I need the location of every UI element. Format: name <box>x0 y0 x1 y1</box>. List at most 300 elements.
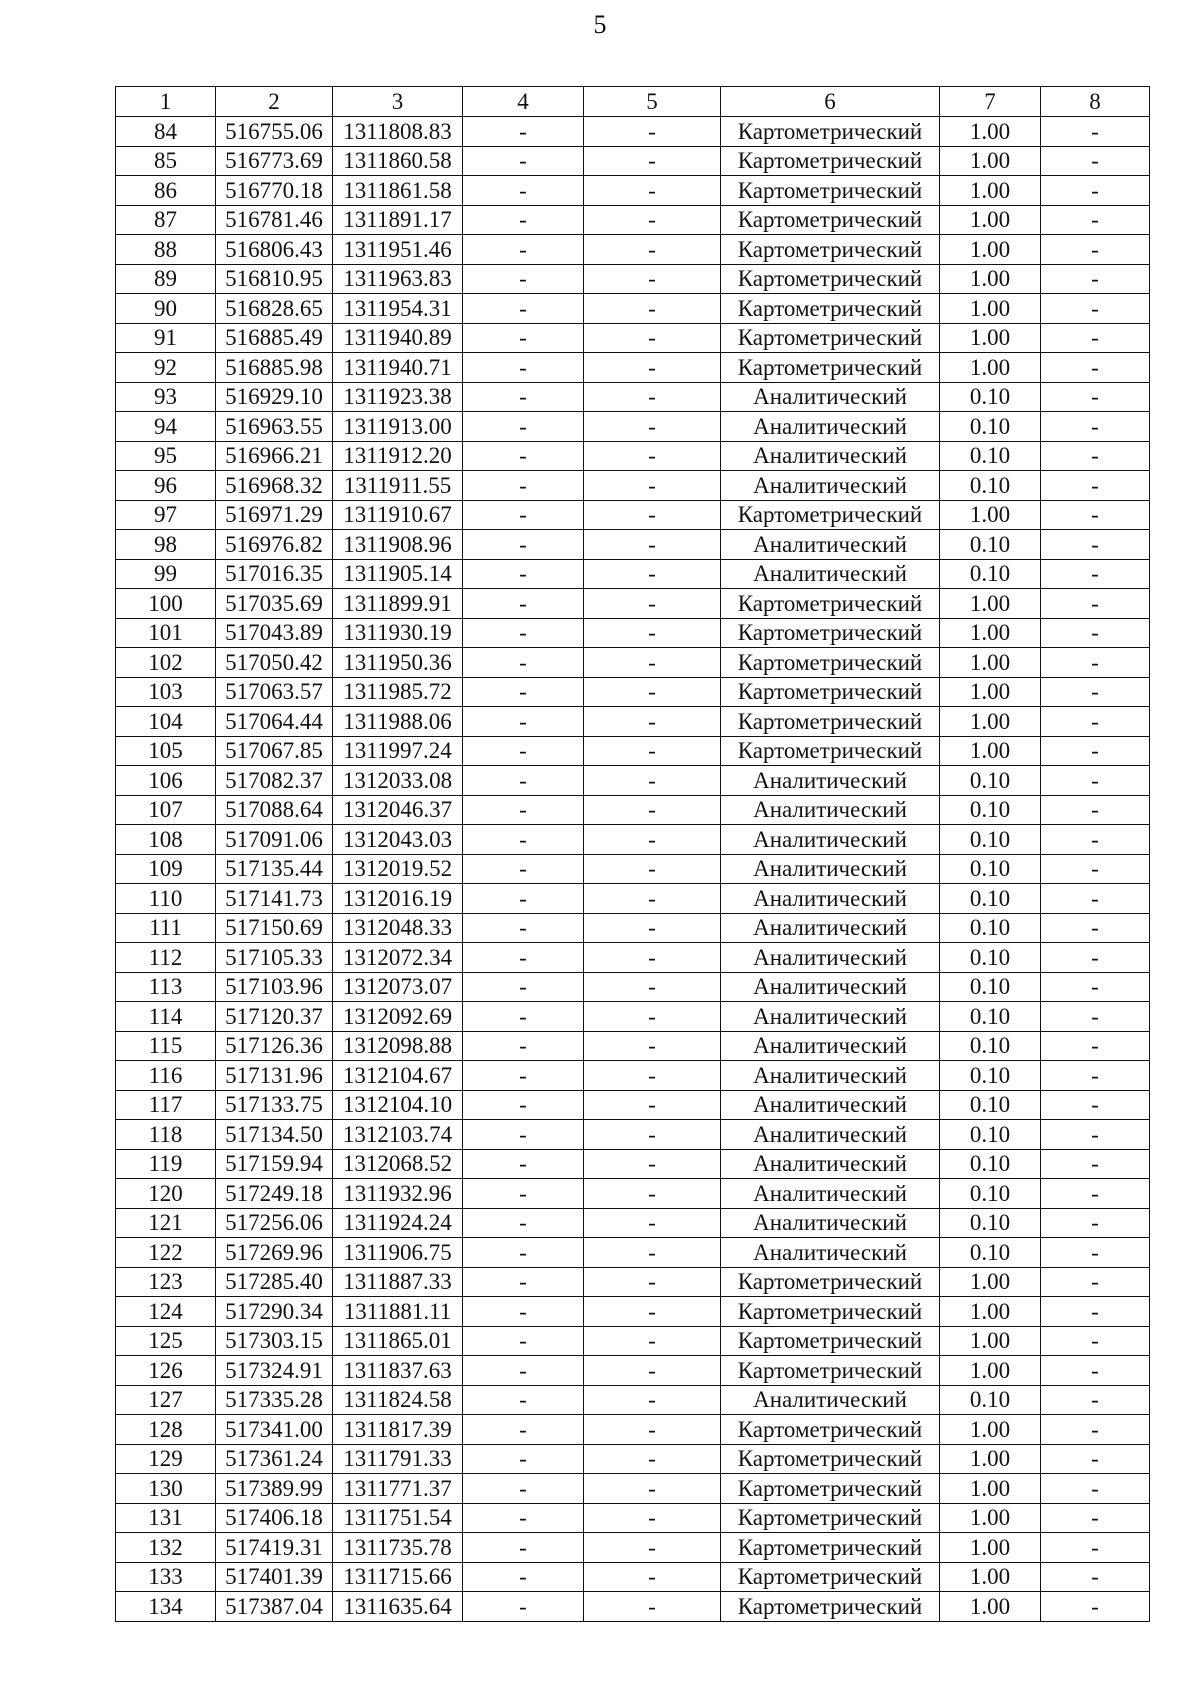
cell-coord-y: 1311635.64 <box>333 1592 463 1622</box>
table-row <box>116 530 1150 560</box>
table-row <box>116 1474 1150 1504</box>
cell-point-number: 129 <box>116 1444 216 1474</box>
cell-coord-x: 517285.40 <box>216 1267 333 1297</box>
table-row <box>116 382 1150 412</box>
table-row <box>116 146 1150 176</box>
cell-col-4: - <box>463 1533 584 1563</box>
cell-col-8: - <box>1041 1385 1150 1415</box>
cell-method: Картометрический <box>721 294 940 324</box>
cell-point-number: 113 <box>116 972 216 1002</box>
cell-precision: 0.10 <box>940 1238 1041 1268</box>
column-header-7: 7 <box>940 87 1041 117</box>
cell-method: Картометрический <box>721 1415 940 1445</box>
cell-method: Картометрический <box>721 648 940 678</box>
cell-coord-x: 517134.50 <box>216 1120 333 1150</box>
cell-method: Аналитический <box>721 913 940 943</box>
cell-method: Картометрический <box>721 1562 940 1592</box>
column-header-5: 5 <box>584 87 721 117</box>
cell-coord-x: 517303.15 <box>216 1326 333 1356</box>
table-row <box>116 972 1150 1002</box>
cell-method: Аналитический <box>721 530 940 560</box>
cell-point-number: 86 <box>116 176 216 206</box>
cell-method: Картометрический <box>721 1356 940 1386</box>
cell-precision: 1.00 <box>940 707 1041 737</box>
cell-precision: 1.00 <box>940 205 1041 235</box>
cell-col-8: - <box>1041 1120 1150 1150</box>
cell-coord-y: 1311887.33 <box>333 1267 463 1297</box>
cell-method: Аналитический <box>721 1061 940 1091</box>
table-row <box>116 1149 1150 1179</box>
cell-coord-y: 1311950.36 <box>333 648 463 678</box>
cell-coord-x: 516963.55 <box>216 412 333 442</box>
cell-point-number: 84 <box>116 117 216 147</box>
cell-precision: 0.10 <box>940 1149 1041 1179</box>
cell-col-4: - <box>463 1297 584 1327</box>
cell-precision: 1.00 <box>940 736 1041 766</box>
cell-coord-x: 517335.28 <box>216 1385 333 1415</box>
table-row <box>116 1415 1150 1445</box>
cell-col-5: - <box>584 913 721 943</box>
cell-coord-y: 1311905.14 <box>333 559 463 589</box>
cell-point-number: 90 <box>116 294 216 324</box>
cell-coord-x: 517290.34 <box>216 1297 333 1327</box>
cell-coord-y: 1311997.24 <box>333 736 463 766</box>
cell-method: Картометрический <box>721 1444 940 1474</box>
cell-precision: 1.00 <box>940 677 1041 707</box>
cell-col-5: - <box>584 294 721 324</box>
cell-point-number: 93 <box>116 382 216 412</box>
table-row <box>116 1061 1150 1091</box>
table-row <box>116 1326 1150 1356</box>
cell-col-5: - <box>584 825 721 855</box>
cell-method: Аналитический <box>721 825 940 855</box>
cell-coord-y: 1311940.89 <box>333 323 463 353</box>
table-row <box>116 884 1150 914</box>
table-row <box>116 1533 1150 1563</box>
cell-col-4: - <box>463 353 584 383</box>
cell-precision: 1.00 <box>940 353 1041 383</box>
table-row <box>116 1444 1150 1474</box>
cell-method: Картометрический <box>721 736 940 766</box>
cell-col-8: - <box>1041 1533 1150 1563</box>
cell-col-8: - <box>1041 500 1150 530</box>
table-row <box>116 618 1150 648</box>
cell-col-4: - <box>463 235 584 265</box>
coordinates-table <box>115 86 1150 1622</box>
table-row <box>116 235 1150 265</box>
cell-method: Аналитический <box>721 471 940 501</box>
cell-coord-x: 517361.24 <box>216 1444 333 1474</box>
cell-point-number: 101 <box>116 618 216 648</box>
cell-col-8: - <box>1041 412 1150 442</box>
cell-point-number: 126 <box>116 1356 216 1386</box>
cell-col-8: - <box>1041 913 1150 943</box>
cell-coord-x: 517016.35 <box>216 559 333 589</box>
cell-point-number: 130 <box>116 1474 216 1504</box>
table-row <box>116 353 1150 383</box>
cell-point-number: 94 <box>116 412 216 442</box>
cell-col-5: - <box>584 1474 721 1504</box>
cell-col-8: - <box>1041 441 1150 471</box>
cell-col-4: - <box>463 736 584 766</box>
cell-point-number: 112 <box>116 943 216 973</box>
table-row <box>116 648 1150 678</box>
cell-col-4: - <box>463 441 584 471</box>
cell-col-5: - <box>584 146 721 176</box>
cell-point-number: 95 <box>116 441 216 471</box>
cell-coord-x: 516828.65 <box>216 294 333 324</box>
cell-method: Картометрический <box>721 117 940 147</box>
table-row <box>116 589 1150 619</box>
cell-coord-x: 517126.36 <box>216 1031 333 1061</box>
cell-coord-y: 1312103.74 <box>333 1120 463 1150</box>
cell-point-number: 124 <box>116 1297 216 1327</box>
cell-method: Аналитический <box>721 943 940 973</box>
cell-col-4: - <box>463 618 584 648</box>
cell-precision: 0.10 <box>940 825 1041 855</box>
cell-point-number: 100 <box>116 589 216 619</box>
cell-method: Картометрический <box>721 589 940 619</box>
cell-col-4: - <box>463 825 584 855</box>
cell-col-8: - <box>1041 884 1150 914</box>
cell-col-4: - <box>463 323 584 353</box>
cell-col-4: - <box>463 1061 584 1091</box>
cell-coord-x: 517088.64 <box>216 795 333 825</box>
cell-col-4: - <box>463 589 584 619</box>
cell-point-number: 111 <box>116 913 216 943</box>
table-row <box>116 1090 1150 1120</box>
cell-col-8: - <box>1041 1297 1150 1327</box>
cell-coord-y: 1311912.20 <box>333 441 463 471</box>
cell-point-number: 110 <box>116 884 216 914</box>
cell-col-8: - <box>1041 1444 1150 1474</box>
cell-coord-x: 517401.39 <box>216 1562 333 1592</box>
cell-col-8: - <box>1041 559 1150 589</box>
cell-col-8: - <box>1041 1562 1150 1592</box>
table-row <box>116 1356 1150 1386</box>
cell-precision: 0.10 <box>940 1120 1041 1150</box>
cell-col-5: - <box>584 736 721 766</box>
cell-coord-x: 516885.98 <box>216 353 333 383</box>
cell-col-5: - <box>584 648 721 678</box>
cell-coord-y: 1311817.39 <box>333 1415 463 1445</box>
cell-col-8: - <box>1041 1326 1150 1356</box>
cell-col-5: - <box>584 795 721 825</box>
table-row <box>116 943 1150 973</box>
cell-precision: 1.00 <box>940 1356 1041 1386</box>
cell-coord-y: 1311808.83 <box>333 117 463 147</box>
cell-col-4: - <box>463 412 584 442</box>
cell-col-4: - <box>463 1149 584 1179</box>
cell-method: Картометрический <box>721 707 940 737</box>
cell-point-number: 122 <box>116 1238 216 1268</box>
cell-point-number: 97 <box>116 500 216 530</box>
cell-method: Аналитический <box>721 382 940 412</box>
cell-point-number: 104 <box>116 707 216 737</box>
cell-col-4: - <box>463 1267 584 1297</box>
cell-coord-y: 1311930.19 <box>333 618 463 648</box>
cell-col-5: - <box>584 972 721 1002</box>
cell-point-number: 88 <box>116 235 216 265</box>
cell-col-4: - <box>463 176 584 206</box>
cell-coord-y: 1312043.03 <box>333 825 463 855</box>
cell-coord-x: 517324.91 <box>216 1356 333 1386</box>
cell-method: Картометрический <box>721 235 940 265</box>
cell-method: Аналитический <box>721 1179 940 1209</box>
cell-col-8: - <box>1041 176 1150 206</box>
cell-coord-y: 1311932.96 <box>333 1179 463 1209</box>
cell-precision: 1.00 <box>940 1503 1041 1533</box>
table-row <box>116 500 1150 530</box>
cell-coord-y: 1311824.58 <box>333 1385 463 1415</box>
table-row <box>116 707 1150 737</box>
table-row <box>116 1002 1150 1032</box>
cell-coord-y: 1312068.52 <box>333 1149 463 1179</box>
cell-precision: 1.00 <box>940 1562 1041 1592</box>
cell-method: Аналитический <box>721 766 940 796</box>
table-row <box>116 913 1150 943</box>
cell-col-4: - <box>463 1208 584 1238</box>
table-row <box>116 205 1150 235</box>
cell-coord-x: 517256.06 <box>216 1208 333 1238</box>
cell-coord-x: 516806.43 <box>216 235 333 265</box>
table-row <box>116 1208 1150 1238</box>
cell-col-5: - <box>584 500 721 530</box>
cell-coord-x: 516976.82 <box>216 530 333 560</box>
cell-precision: 1.00 <box>940 1592 1041 1622</box>
cell-col-8: - <box>1041 1090 1150 1120</box>
cell-col-5: - <box>584 1179 721 1209</box>
cell-col-8: - <box>1041 264 1150 294</box>
cell-coord-x: 517064.44 <box>216 707 333 737</box>
cell-coord-y: 1312072.34 <box>333 943 463 973</box>
cell-col-5: - <box>584 530 721 560</box>
cell-method: Картометрический <box>721 1326 940 1356</box>
cell-method: Аналитический <box>721 1385 940 1415</box>
cell-col-5: - <box>584 1415 721 1445</box>
cell-col-5: - <box>584 1208 721 1238</box>
cell-coord-x: 517063.57 <box>216 677 333 707</box>
cell-col-4: - <box>463 1031 584 1061</box>
column-header-4: 4 <box>463 87 584 117</box>
cell-col-4: - <box>463 1444 584 1474</box>
cell-method: Картометрический <box>721 1474 940 1504</box>
cell-col-4: - <box>463 795 584 825</box>
cell-col-8: - <box>1041 648 1150 678</box>
cell-point-number: 109 <box>116 854 216 884</box>
cell-point-number: 118 <box>116 1120 216 1150</box>
cell-col-4: - <box>463 1238 584 1268</box>
cell-point-number: 125 <box>116 1326 216 1356</box>
cell-col-8: - <box>1041 146 1150 176</box>
cell-col-8: - <box>1041 1208 1150 1238</box>
cell-coord-x: 517105.33 <box>216 943 333 973</box>
cell-coord-x: 517389.99 <box>216 1474 333 1504</box>
cell-precision: 1.00 <box>940 1267 1041 1297</box>
cell-precision: 0.10 <box>940 884 1041 914</box>
cell-method: Картометрический <box>721 500 940 530</box>
cell-coord-x: 517082.37 <box>216 766 333 796</box>
cell-col-8: - <box>1041 117 1150 147</box>
cell-col-5: - <box>584 1297 721 1327</box>
cell-coord-y: 1311837.63 <box>333 1356 463 1386</box>
cell-col-8: - <box>1041 1503 1150 1533</box>
cell-precision: 0.10 <box>940 471 1041 501</box>
cell-col-8: - <box>1041 1031 1150 1061</box>
cell-col-8: - <box>1041 795 1150 825</box>
cell-method: Аналитический <box>721 412 940 442</box>
column-header-1: 1 <box>116 87 216 117</box>
cell-col-5: - <box>584 618 721 648</box>
cell-precision: 1.00 <box>940 618 1041 648</box>
cell-col-5: - <box>584 1533 721 1563</box>
cell-method: Аналитический <box>721 1002 940 1032</box>
header-row <box>116 87 1150 117</box>
column-header-8: 8 <box>1041 87 1150 117</box>
cell-precision: 0.10 <box>940 1002 1041 1032</box>
cell-col-4: - <box>463 382 584 412</box>
cell-coord-y: 1312104.10 <box>333 1090 463 1120</box>
cell-method: Аналитический <box>721 1238 940 1268</box>
table-row <box>116 1238 1150 1268</box>
cell-coord-x: 517269.96 <box>216 1238 333 1268</box>
cell-col-4: - <box>463 559 584 589</box>
cell-precision: 0.10 <box>940 530 1041 560</box>
cell-coord-y: 1311899.91 <box>333 589 463 619</box>
cell-coord-x: 516885.49 <box>216 323 333 353</box>
cell-coord-x: 517035.69 <box>216 589 333 619</box>
cell-point-number: 85 <box>116 146 216 176</box>
cell-col-5: - <box>584 1592 721 1622</box>
cell-precision: 0.10 <box>940 1061 1041 1091</box>
table-row <box>116 677 1150 707</box>
cell-precision: 1.00 <box>940 294 1041 324</box>
table-row <box>116 323 1150 353</box>
cell-col-4: - <box>463 1503 584 1533</box>
cell-col-8: - <box>1041 382 1150 412</box>
cell-coord-x: 517135.44 <box>216 854 333 884</box>
cell-coord-x: 517131.96 <box>216 1061 333 1091</box>
cell-coord-y: 1311791.33 <box>333 1444 463 1474</box>
cell-col-5: - <box>584 1267 721 1297</box>
table-row <box>116 264 1150 294</box>
table-row <box>116 766 1150 796</box>
cell-point-number: 120 <box>116 1179 216 1209</box>
cell-method: Аналитический <box>721 884 940 914</box>
cell-col-4: - <box>463 1356 584 1386</box>
cell-precision: 0.10 <box>940 1208 1041 1238</box>
cell-coord-y: 1311908.96 <box>333 530 463 560</box>
table-body <box>116 87 1150 1622</box>
cell-method: Картометрический <box>721 1267 940 1297</box>
cell-precision: 0.10 <box>940 441 1041 471</box>
cell-precision: 1.00 <box>940 117 1041 147</box>
column-header-3: 3 <box>333 87 463 117</box>
table-row <box>116 559 1150 589</box>
cell-coord-x: 517159.94 <box>216 1149 333 1179</box>
cell-col-5: - <box>584 1238 721 1268</box>
cell-coord-x: 517103.96 <box>216 972 333 1002</box>
cell-col-8: - <box>1041 1267 1150 1297</box>
cell-col-8: - <box>1041 943 1150 973</box>
cell-col-4: - <box>463 530 584 560</box>
cell-coord-y: 1312016.19 <box>333 884 463 914</box>
cell-col-4: - <box>463 1002 584 1032</box>
cell-method: Аналитический <box>721 441 940 471</box>
cell-col-5: - <box>584 943 721 973</box>
cell-coord-x: 517091.06 <box>216 825 333 855</box>
cell-point-number: 107 <box>116 795 216 825</box>
cell-col-5: - <box>584 1562 721 1592</box>
cell-point-number: 115 <box>116 1031 216 1061</box>
cell-coord-y: 1311913.00 <box>333 412 463 442</box>
cell-point-number: 105 <box>116 736 216 766</box>
cell-coord-x: 516968.32 <box>216 471 333 501</box>
cell-method: Аналитический <box>721 1090 940 1120</box>
cell-coord-y: 1311963.83 <box>333 264 463 294</box>
cell-col-5: - <box>584 1356 721 1386</box>
cell-point-number: 128 <box>116 1415 216 1445</box>
table-row <box>116 1297 1150 1327</box>
cell-col-4: - <box>463 854 584 884</box>
cell-col-8: - <box>1041 1238 1150 1268</box>
cell-col-8: - <box>1041 1179 1150 1209</box>
cell-col-5: - <box>584 471 721 501</box>
cell-precision: 1.00 <box>940 500 1041 530</box>
cell-point-number: 108 <box>116 825 216 855</box>
cell-col-5: - <box>584 1149 721 1179</box>
cell-method: Картометрический <box>721 323 940 353</box>
cell-coord-y: 1311865.01 <box>333 1326 463 1356</box>
cell-point-number: 123 <box>116 1267 216 1297</box>
cell-method: Аналитический <box>721 972 940 1002</box>
cell-col-5: - <box>584 353 721 383</box>
cell-precision: 1.00 <box>940 1533 1041 1563</box>
cell-col-4: - <box>463 884 584 914</box>
table-row <box>116 1267 1150 1297</box>
cell-precision: 0.10 <box>940 766 1041 796</box>
cell-precision: 1.00 <box>940 176 1041 206</box>
cell-precision: 0.10 <box>940 559 1041 589</box>
cell-col-8: - <box>1041 294 1150 324</box>
cell-coord-x: 516966.21 <box>216 441 333 471</box>
cell-col-8: - <box>1041 1474 1150 1504</box>
cell-col-4: - <box>463 1415 584 1445</box>
cell-col-8: - <box>1041 618 1150 648</box>
cell-col-5: - <box>584 589 721 619</box>
cell-col-4: - <box>463 1592 584 1622</box>
cell-col-8: - <box>1041 972 1150 1002</box>
cell-coord-x: 516773.69 <box>216 146 333 176</box>
cell-coord-y: 1311910.67 <box>333 500 463 530</box>
cell-coord-y: 1311988.06 <box>333 707 463 737</box>
cell-method: Картометрический <box>721 146 940 176</box>
cell-precision: 1.00 <box>940 589 1041 619</box>
table-row <box>116 294 1150 324</box>
cell-col-5: - <box>584 412 721 442</box>
cell-coord-y: 1311751.54 <box>333 1503 463 1533</box>
cell-col-8: - <box>1041 353 1150 383</box>
cell-precision: 1.00 <box>940 235 1041 265</box>
cell-col-4: - <box>463 1385 584 1415</box>
cell-col-8: - <box>1041 1002 1150 1032</box>
cell-method: Картометрический <box>721 353 940 383</box>
table-row <box>116 825 1150 855</box>
table-row <box>116 1385 1150 1415</box>
cell-method: Аналитический <box>721 795 940 825</box>
cell-point-number: 119 <box>116 1149 216 1179</box>
cell-method: Аналитический <box>721 559 940 589</box>
